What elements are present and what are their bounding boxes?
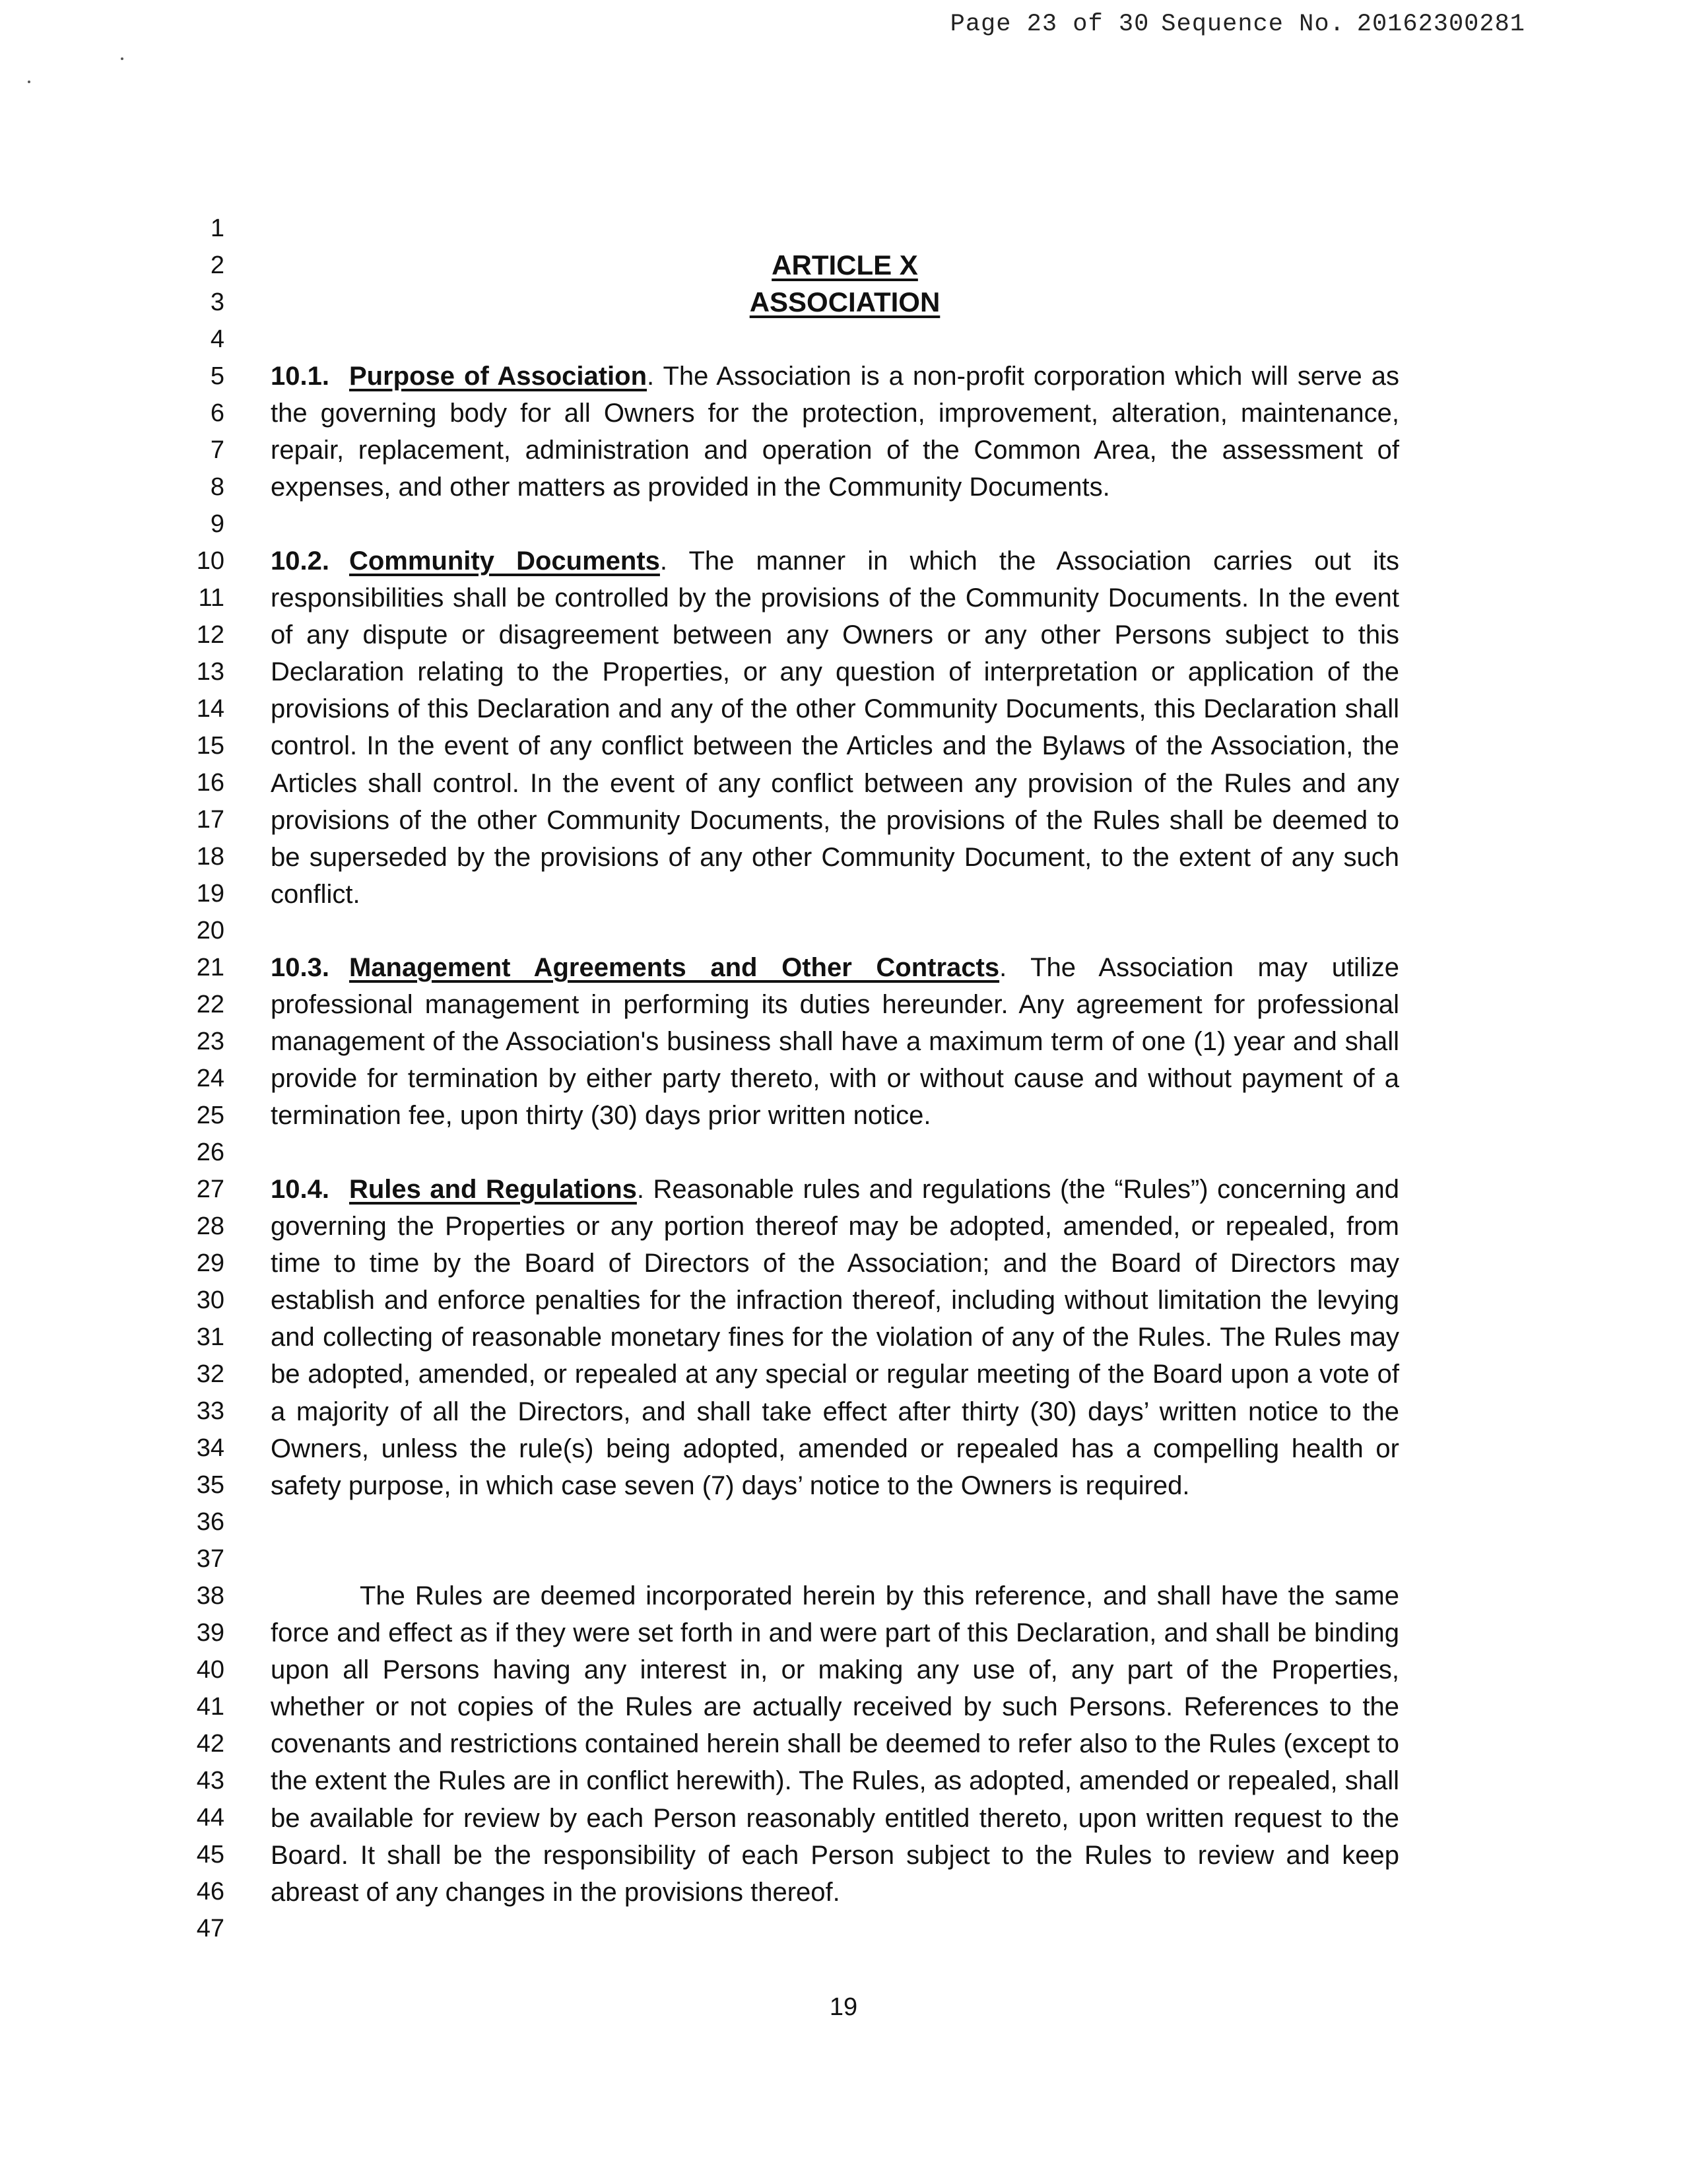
- line-number: 23: [196, 1028, 224, 1055]
- line-number: 1: [210, 215, 224, 242]
- line-number: 45: [196, 1841, 224, 1869]
- rules-paragraph: The Rules are deemed incorporated herein by this reference, and shall have the same force and effect as if they were set forth in and were part of this Declaration, and shall be binding upon all Persons having any interest in, or making any use of, any part of the Properties, whether or not copies of the Rules are actually received by such Persons. References to the covenants and restrictions contained herein shall be deemed to refer also to the Rules (except to the extent the Rules are in conflict herewith). The Rules, as adopted, amended or repealed, shall be available for review by each Person reasonably entitled thereto, upon written request to the Board. It shall be the responsibility of each Person subject to the Rules to review and keep abreast of any changes in the provisions thereof.: [271, 1581, 1399, 1907]
- line-number: 15: [196, 732, 224, 760]
- line-number: 16: [196, 769, 224, 797]
- line-number: 7: [210, 436, 224, 464]
- line-number: 12: [196, 621, 224, 649]
- line-number: 31: [196, 1323, 224, 1351]
- line-number: 43: [196, 1767, 224, 1795]
- line-number: 30: [196, 1286, 224, 1314]
- line-number: 35: [196, 1471, 224, 1499]
- line-number: 34: [196, 1434, 224, 1462]
- line-number: 5: [210, 362, 224, 390]
- section-10-4: [271, 1171, 1399, 1504]
- section-number: 10.3.: [271, 953, 329, 982]
- line-number: 4: [210, 325, 224, 353]
- section-text: . The Association is a non-profit corporation which will serve as the governing body for all Owners for the protection, improvement, alteration, maintenance, repair, replacement, administration and operation of the Common Area, the assessment of expenses, and other matters as provided in the Community Documents.: [271, 362, 1399, 502]
- section-number: 10.2.: [271, 546, 329, 576]
- line-number: 41: [196, 1693, 224, 1721]
- page-label: Page 23 of 30: [950, 11, 1150, 38]
- line-number: 2: [210, 251, 224, 279]
- line-number: 11: [198, 584, 224, 612]
- line-number: 39: [196, 1619, 224, 1647]
- section-text: . The manner in which the Association carries out its responsibilities shall be controlled by the provisions of the Community Documents. In the event of any dispute or disagreement between any Owners or any other Persons subject to this Declaration relating to the Properties, or any question of interpretation or application of the provisions of this Declaration and any of the other Community Documents, this Declaration shall control. In the event of any conflict between the Articles and the Bylaws of the Association, the Articles shall control. In the event of any conflict between any provision of the Rules and any provisions of the other Community Documents, the provisions of the Rules shall be deemed to be superseded by the provisions of any other Community Document, to the extent of any such conflict.: [271, 546, 1399, 909]
- line-number: 29: [196, 1249, 224, 1277]
- line-number: 20: [196, 917, 224, 944]
- line-number: 25: [196, 1102, 224, 1129]
- sequence-label: Sequence No.: [1161, 11, 1345, 38]
- section-10-3: [271, 949, 1399, 1134]
- line-number: 19: [196, 880, 224, 908]
- article-title: ASSOCIATION: [749, 286, 941, 317]
- section-heading: Management Agreements and Other Contracts: [348, 953, 1000, 982]
- line-number: 18: [196, 843, 224, 871]
- line-number: 13: [196, 658, 224, 686]
- line-number: 38: [196, 1582, 224, 1610]
- line-number: 46: [196, 1878, 224, 1905]
- line-number: 26: [196, 1139, 224, 1166]
- line-number: 6: [210, 399, 224, 427]
- line-number: 36: [196, 1508, 224, 1536]
- line-number: 40: [196, 1656, 224, 1684]
- section-text: . Reasonable rules and regulations (the “Rules”) concerning and governing the Properties or any portion thereof may be adopted, amended, or repealed, from time to time by the Board of Directors of the Association; and the Board of Directors may establish and enforce penalties for the infraction thereof, including without limitation the levying and collecting of reasonable monetary fines for the violation of any of the Rules. The Rules may be adopted, amended, or repealed at any special or regular meeting of the Board upon a vote of a majority of all the Directors, and shall take effect after thirty (30) days’ written notice to the Owners, unless the rule(s) being adopted, amended or repealed has a compelling health or safety purpose, in which case seven (7) days’ notice to the Owners is required.: [271, 1175, 1399, 1500]
- line-number: 47: [196, 1915, 224, 1942]
- line-number: 24: [196, 1065, 224, 1092]
- section-10-2: [271, 543, 1399, 913]
- section-number: 10.1.: [271, 362, 329, 391]
- page-number: 19: [829, 1993, 858, 2021]
- line-number: 22: [196, 991, 224, 1018]
- line-number: 42: [196, 1730, 224, 1758]
- section-10-1: [271, 358, 1399, 506]
- line-number: 32: [196, 1360, 224, 1388]
- section-heading: Community Documents: [348, 546, 660, 576]
- section-number: 10.4.: [271, 1175, 329, 1204]
- line-number: 33: [196, 1397, 224, 1425]
- sequence-number: 20162300281: [1356, 11, 1525, 38]
- section-heading: Rules and Regulations: [348, 1175, 637, 1204]
- line-number: 8: [210, 473, 224, 501]
- section-text: . The Association may utilize professional management in performing its duties hereunder. Any agreement for professional management of the Association's business shall have a maximum term of one (1) year and shall provide for termination by either party thereto, with or without cause and without payment of a termination fee, upon thirty (30) days prior written notice.: [271, 953, 1399, 1131]
- line-number: 3: [210, 288, 224, 316]
- line-number: 28: [196, 1212, 224, 1240]
- line-number: 14: [196, 695, 224, 723]
- line-number: 9: [210, 510, 224, 538]
- article-number: ARTICLE X: [772, 249, 918, 281]
- line-number: 10: [196, 547, 224, 575]
- line-number: 21: [196, 954, 224, 981]
- line-number: 37: [196, 1545, 224, 1573]
- section-heading: Purpose of Association: [348, 362, 647, 391]
- line-number: 27: [196, 1175, 224, 1203]
- line-number: 44: [196, 1804, 224, 1832]
- line-number: 17: [196, 806, 224, 834]
